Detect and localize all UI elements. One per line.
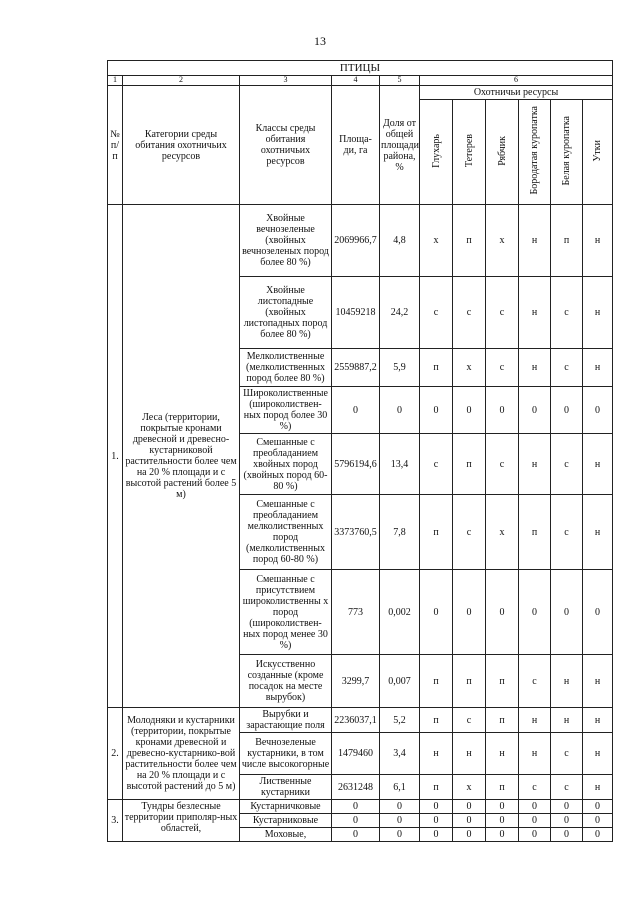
habitat-class: Кустарниковые — [240, 814, 332, 828]
share-value: 0,007 — [380, 655, 420, 708]
resource-value: п — [519, 495, 551, 570]
resource-value: 0 — [551, 828, 583, 842]
resource-value: 0 — [420, 570, 453, 655]
header-share: Доля от общей площади района, % — [380, 86, 420, 205]
resource-value: с — [420, 434, 453, 495]
group-category: Леса (территории, покрытые кронами древесной и древесно-кустарниковой растительности более чем на 20 % площади и с высотой растений более 5 м) — [123, 205, 240, 708]
resource-value: 0 — [420, 387, 453, 434]
col-number: 6 — [420, 76, 613, 86]
area-value: 0 — [332, 387, 380, 434]
header-area: Площа-ди, га — [332, 86, 380, 205]
resource-value: п — [420, 349, 453, 387]
area-value: 3373760,5 — [332, 495, 380, 570]
header-resources: Охотничьи ресурсы — [420, 86, 613, 100]
section-title: ПТИЦЫ — [108, 61, 613, 76]
habitat-class: Широколиственные (широколиствен-ных пород более 30 %) — [240, 387, 332, 434]
habitat-class: Вечнозеленые кустарники, в том числе высокогорные — [240, 733, 332, 775]
resource-value: п — [420, 655, 453, 708]
header-category: Категории среды обитания охотничьих ресурсов — [123, 86, 240, 205]
area-value: 10459218 — [332, 277, 380, 349]
resource-value: 0 — [486, 570, 519, 655]
share-value: 5,9 — [380, 349, 420, 387]
share-value: 0 — [380, 828, 420, 842]
resource-value: н — [583, 775, 613, 800]
col-number: 4 — [332, 76, 380, 86]
col-number: 2 — [123, 76, 240, 86]
col-number: 1 — [108, 76, 123, 86]
resource-value: 0 — [583, 800, 613, 814]
resource-value: 0 — [453, 387, 486, 434]
resource-value: 0 — [453, 814, 486, 828]
resource-value: 0 — [519, 387, 551, 434]
group-category: Тундры безлесные территории приполяр-ных областей, — [123, 800, 240, 842]
area-value: 5796194,6 — [332, 434, 380, 495]
resource-value: н — [519, 708, 551, 733]
resource-value: 0 — [551, 814, 583, 828]
share-value: 4,8 — [380, 205, 420, 277]
habitat-class: Вырубки и зарастающие поля — [240, 708, 332, 733]
table-row — [108, 708, 613, 733]
header-num: № п/п — [108, 86, 123, 205]
resource-value: 0 — [420, 828, 453, 842]
table-row — [108, 800, 613, 814]
resource-value: с — [551, 349, 583, 387]
species-header: Тетерев — [453, 100, 486, 205]
resource-value: н — [583, 277, 613, 349]
resource-value: 0 — [486, 814, 519, 828]
habitat-table — [107, 60, 613, 842]
share-value: 0 — [380, 814, 420, 828]
share-value: 24,2 — [380, 277, 420, 349]
col-number: 5 — [380, 76, 420, 86]
share-value: 0 — [380, 800, 420, 814]
group-category: Молодняки и кустарники (территории, покрытые кронами древесной и древесно-кустарнико-вой растительности более чем на 20 % площади и с высотой растений до 5 м) — [123, 708, 240, 800]
resource-value: 0 — [519, 814, 551, 828]
resource-value: н — [519, 349, 551, 387]
species-header: Рябчик — [486, 100, 519, 205]
resource-value: н — [583, 205, 613, 277]
area-value: 0 — [332, 814, 380, 828]
resource-value: с — [420, 277, 453, 349]
col-number: 3 — [240, 76, 332, 86]
area-value: 0 — [332, 828, 380, 842]
resource-value: н — [519, 277, 551, 349]
resource-value: н — [519, 733, 551, 775]
resource-value: 0 — [453, 570, 486, 655]
resource-value: п — [486, 775, 519, 800]
resource-value: 0 — [486, 800, 519, 814]
resource-value: 0 — [420, 800, 453, 814]
area-value: 2236037,1 — [332, 708, 380, 733]
resource-value: н — [486, 733, 519, 775]
resource-value: с — [551, 277, 583, 349]
area-value: 2069966,7 — [332, 205, 380, 277]
resource-value: х — [453, 349, 486, 387]
share-value: 5,2 — [380, 708, 420, 733]
resource-value: п — [420, 495, 453, 570]
page-number: 13 — [314, 34, 326, 48]
table-row — [108, 205, 613, 277]
area-value: 773 — [332, 570, 380, 655]
resource-value: с — [519, 775, 551, 800]
species-header: Белая куропатка — [551, 100, 583, 205]
resource-value: с — [453, 495, 486, 570]
habitat-class: Искусственно созданные (кроме посадок на месте вырубок) — [240, 655, 332, 708]
resource-value: 0 — [551, 800, 583, 814]
habitat-class: Смешанные с преобладанием мелколиственных пород (мелколиственных пород 60-80 %) — [240, 495, 332, 570]
resource-value: 0 — [583, 814, 613, 828]
group-number: 2. — [108, 708, 123, 800]
resource-value: н — [583, 434, 613, 495]
resource-value: 0 — [486, 387, 519, 434]
resource-value: н — [453, 733, 486, 775]
resource-value: н — [583, 495, 613, 570]
resource-value: н — [583, 349, 613, 387]
resource-value: 0 — [453, 828, 486, 842]
resource-value: 0 — [583, 570, 613, 655]
resource-value: п — [453, 205, 486, 277]
resource-value: 0 — [583, 828, 613, 842]
area-value: 1479460 — [332, 733, 380, 775]
share-value: 0 — [380, 387, 420, 434]
resource-value: п — [420, 775, 453, 800]
resource-value: н — [519, 434, 551, 495]
resource-value: 0 — [519, 800, 551, 814]
resource-value: п — [420, 708, 453, 733]
resource-value: х — [486, 205, 519, 277]
habitat-class: Хвойные вечнозеленые (хвойных вечнозеленых пород более 80 %) — [240, 205, 332, 277]
habitat-class: Смешанные с присутствием широколиственны х пород (широколиствен-ных пород менее 30 %) — [240, 570, 332, 655]
resource-value: н — [420, 733, 453, 775]
share-value: 6,1 — [380, 775, 420, 800]
resource-value: н — [583, 708, 613, 733]
resource-value: с — [551, 434, 583, 495]
resource-value: с — [519, 655, 551, 708]
resource-value: 0 — [551, 387, 583, 434]
area-value: 0 — [332, 800, 380, 814]
resource-value: с — [551, 775, 583, 800]
resource-value: 0 — [551, 570, 583, 655]
group-number: 3. — [108, 800, 123, 842]
resource-value: 0 — [583, 387, 613, 434]
area-value: 2559887,2 — [332, 349, 380, 387]
resource-value: н — [519, 205, 551, 277]
resource-value: п — [453, 434, 486, 495]
resource-value: 0 — [453, 800, 486, 814]
resource-value: н — [583, 733, 613, 775]
header-classes: Классы среды обитания охотничьих ресурсов — [240, 86, 332, 205]
resource-value: н — [551, 655, 583, 708]
habitat-class: Хвойные листопадные (хвойных листопадных пород более 80 %) — [240, 277, 332, 349]
resource-value: п — [486, 655, 519, 708]
resource-value: 0 — [519, 828, 551, 842]
habitat-class: Смешанные с преобладанием хвойных пород (хвойных пород 60-80 %) — [240, 434, 332, 495]
resource-value: п — [453, 655, 486, 708]
habitat-class: Лиственные кустарники — [240, 775, 332, 800]
resource-value: н — [551, 708, 583, 733]
share-value: 13,4 — [380, 434, 420, 495]
area-value: 3299,7 — [332, 655, 380, 708]
resource-value: с — [486, 349, 519, 387]
habitat-class: Мелколиственные (мелколиственных пород более 80 %) — [240, 349, 332, 387]
share-value: 0,002 — [380, 570, 420, 655]
species-header: Утки — [583, 100, 613, 205]
resource-value: х — [420, 205, 453, 277]
species-header: Глухарь — [420, 100, 453, 205]
species-header: Бородатая куропатка — [519, 100, 551, 205]
resource-value: х — [453, 775, 486, 800]
habitat-class: Кустарничковые — [240, 800, 332, 814]
resource-value: 0 — [420, 814, 453, 828]
resource-value: с — [551, 495, 583, 570]
resource-value: п — [551, 205, 583, 277]
resource-value: с — [453, 277, 486, 349]
group-number: 1. — [108, 205, 123, 708]
resource-value: с — [551, 733, 583, 775]
resource-value: х — [486, 495, 519, 570]
resource-value: с — [486, 434, 519, 495]
resource-value: н — [583, 655, 613, 708]
resource-value: п — [486, 708, 519, 733]
habitat-class: Моховые, — [240, 828, 332, 842]
resource-value: с — [453, 708, 486, 733]
resource-value: 0 — [486, 828, 519, 842]
resource-value: 0 — [519, 570, 551, 655]
share-value: 7,8 — [380, 495, 420, 570]
area-value: 2631248 — [332, 775, 380, 800]
share-value: 3,4 — [380, 733, 420, 775]
resource-value: с — [486, 277, 519, 349]
